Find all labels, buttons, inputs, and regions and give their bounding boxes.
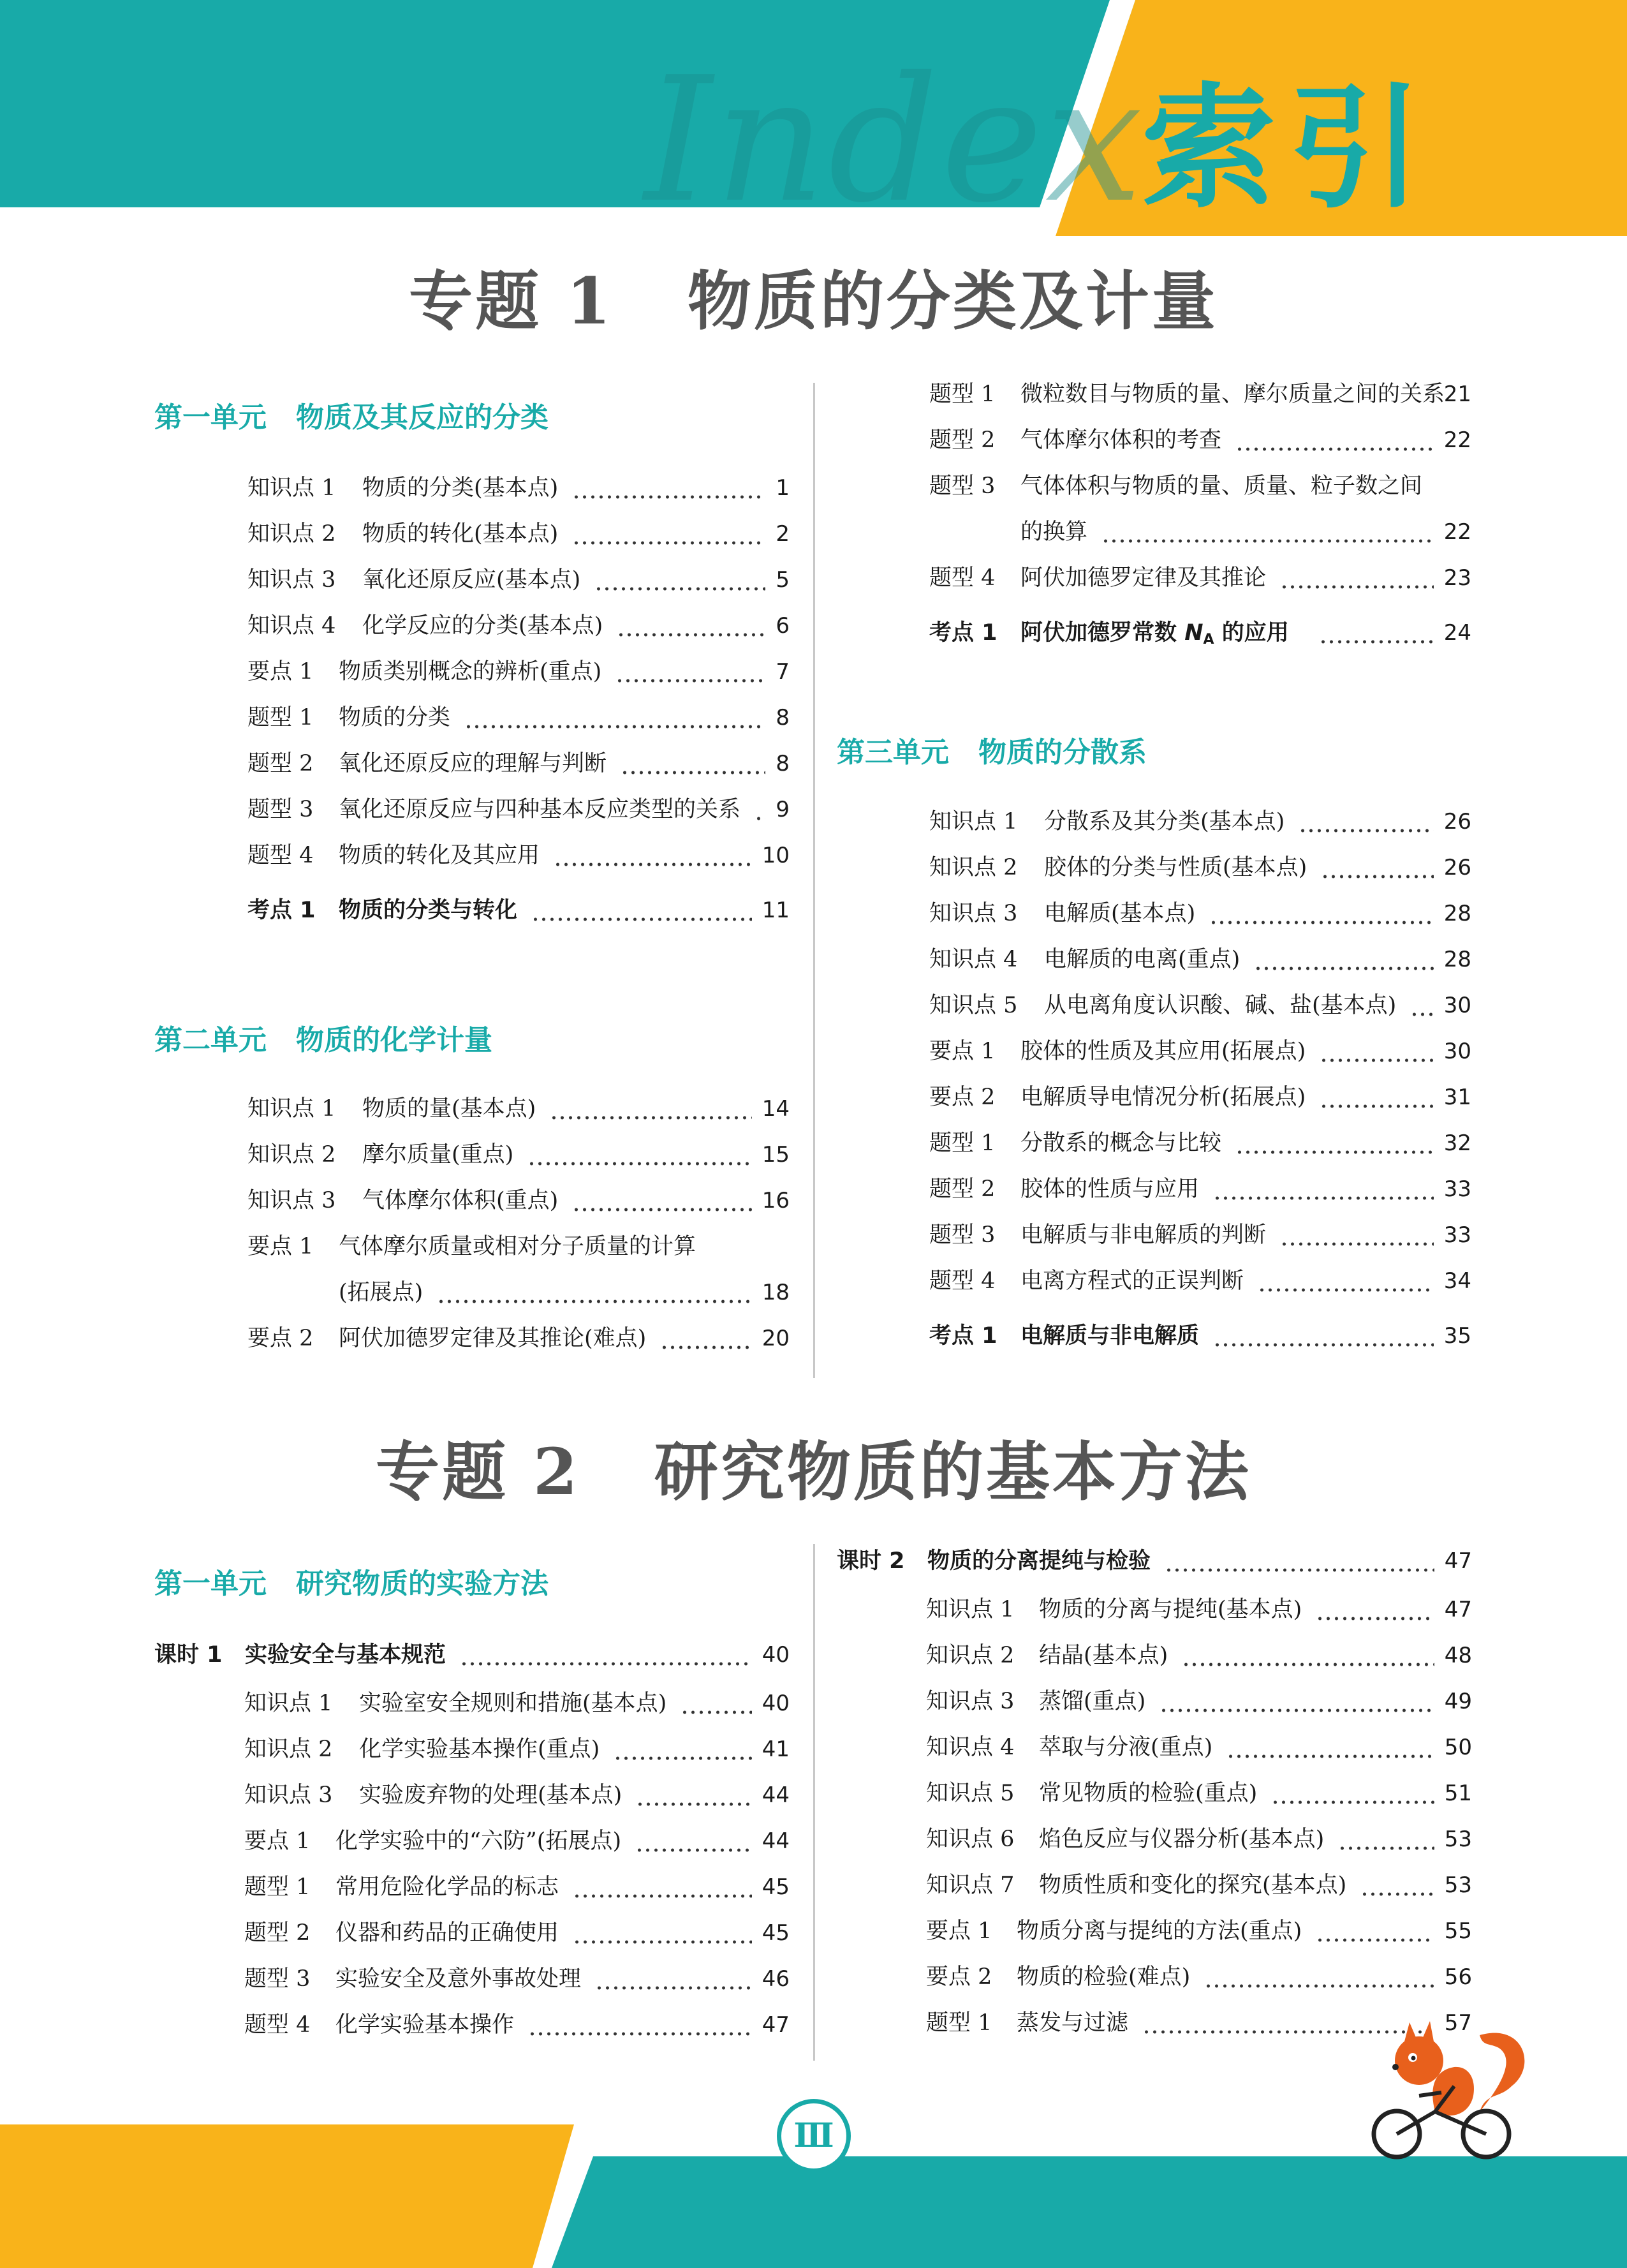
toc-leader-dots — [1410, 986, 1433, 1025]
toc-entry-label: 题型 4 — [929, 1268, 996, 1294]
toc-leader-dots — [1254, 940, 1433, 979]
toc-entry-label: 题型 4 — [929, 565, 996, 591]
toc-entry[interactable] — [926, 1958, 1472, 1996]
toc-entry-page: 14 — [762, 1096, 790, 1122]
toc-leader-dots — [1280, 1216, 1434, 1254]
toc-entry-title: 结晶(基本点) — [1039, 1643, 1168, 1668]
toc-entry-page: 57 — [1444, 2010, 1472, 2036]
toc-entry[interactable] — [247, 653, 790, 691]
toc-entry-page: 11 — [762, 898, 790, 923]
toc-entry-title: 化学反应的分类(基本点) — [362, 613, 603, 639]
topic2-unit1-title: 第一单元 研究物质的实验方法 — [154, 1568, 548, 1600]
toc-entry-title: 实验安全及意外事故处理 — [335, 1966, 582, 1992]
toc-entry-title: 分散系的概念与比较 — [1020, 1130, 1222, 1156]
toc-entry[interactable] — [926, 1774, 1472, 1812]
toc-entry-page: 47 — [1444, 1548, 1472, 1574]
toc-entry-title: 实验废弃物的处理(基本点) — [359, 1783, 622, 1808]
toc-entry-title: 气体摩尔体积的考查 — [1020, 427, 1222, 453]
toc-entry-title: 物质类别概念的辨析(重点) — [339, 659, 602, 685]
toc-entry-page: 46 — [762, 1966, 790, 1992]
toc-entry-title: 化学实验中的“六防”(拓展点) — [335, 1828, 622, 1854]
toc-entry-title: 电解质(基本点) — [1044, 901, 1196, 926]
toc-entry-page: 22 — [1443, 519, 1471, 545]
toc-leader-dots — [1299, 803, 1433, 841]
toc-entry-title: 仪器和药品的正确使用 — [335, 1920, 559, 1946]
toc-entry[interactable] — [929, 614, 1471, 652]
toc-entry[interactable] — [247, 469, 790, 507]
toc-entry-label: 课时 2 — [837, 1548, 905, 1574]
toc-entry-page: 22 — [1443, 427, 1471, 453]
toc-leader-dots — [527, 1136, 751, 1174]
toc-entry[interactable] — [247, 836, 790, 875]
toc-entry-page: 44 — [762, 1828, 790, 1854]
toc-entry[interactable] — [929, 1032, 1471, 1071]
toc-entry-page: 26 — [1443, 855, 1471, 880]
toc-entry-page: 55 — [1444, 1918, 1472, 1944]
toc-entry-label: 题型 1 — [247, 705, 314, 730]
toc-leader-dots — [1258, 1262, 1434, 1300]
toc-entry[interactable] — [929, 467, 1471, 505]
toc-entry-title: 焰色反应与仪器分析(基本点) — [1039, 1827, 1325, 1852]
toc-leader-dots — [554, 836, 752, 875]
avogadro-symbol: NA — [1184, 620, 1214, 648]
toc-entry-label: 知识点 3 — [929, 901, 1018, 926]
toc-entry[interactable] — [929, 1124, 1471, 1162]
toc-entry-page: 28 — [1443, 901, 1471, 926]
toc-entry-page: 51 — [1444, 1781, 1472, 1806]
toc-entry-title: 阿伏加德罗定律及其推论(难点) — [339, 1326, 647, 1351]
toc-entry-page: 53 — [1444, 1827, 1472, 1852]
toc-entry[interactable] — [247, 561, 790, 599]
toc-entry-label: 知识点 2 — [244, 1737, 333, 1762]
toc-entry-label: 知识点 5 — [929, 993, 1018, 1018]
toc-leader-dots — [437, 1273, 751, 1312]
toc-leader-dots — [572, 515, 765, 553]
toc-entry-title: 化学实验基本操作 — [335, 2012, 515, 2038]
toc-entry[interactable] — [929, 421, 1471, 459]
toc-entry[interactable] — [926, 1728, 1472, 1767]
toc-entry-page: 10 — [762, 843, 790, 868]
toc-entry[interactable] — [154, 1636, 790, 1674]
toc-entry[interactable] — [244, 1960, 790, 1998]
toc-entry-page: 41 — [762, 1737, 790, 1762]
toc-leader-dots — [615, 653, 765, 691]
toc-entry-title: 胶体的性质及其应用(拓展点) — [1020, 1039, 1306, 1064]
toc-leader-dots — [573, 1914, 752, 1952]
toc-entry-title: 物质的转化及其应用 — [339, 843, 540, 868]
toc-leader-dots — [636, 1776, 751, 1814]
toc-entry-page: 16 — [762, 1188, 790, 1213]
toc-entry-label: 题型 2 — [929, 427, 996, 453]
toc-entry[interactable] — [926, 1682, 1472, 1721]
toc-entry-title: 实验室安全规则和措施(基本点) — [359, 1691, 667, 1716]
toc-entry-label: 知识点 1 — [929, 809, 1018, 834]
toc-entry-label: 要点 1 — [247, 1234, 314, 1259]
toc-entry-title: 摩尔质量(重点) — [362, 1142, 514, 1167]
toc-entry-page: 8 — [776, 705, 790, 730]
toc-entry-continuation[interactable] — [247, 1273, 790, 1312]
toc-entry-title: 从电离角度认识酸、碱、盐(基本点) — [1044, 993, 1397, 1018]
toc-leader-dots — [1160, 1682, 1434, 1721]
toc-entry-label: 知识点 4 — [929, 947, 1018, 972]
toc-leader-dots — [1271, 1774, 1434, 1812]
toc-leader-dots — [1321, 849, 1433, 887]
toc-entry-title: 物质的分类与转化 — [339, 898, 518, 923]
toc-leader-dots — [460, 1636, 752, 1674]
toc-entry-label: 知识点 3 — [926, 1689, 1015, 1714]
toc-entry-page: 53 — [1444, 1872, 1472, 1898]
toc-entry-title: 物质的分离提纯与检验 — [927, 1548, 1151, 1574]
toc-entry-page: 8 — [776, 751, 790, 776]
topic1-unit1-title: 第一单元 物质及其反应的分类 — [154, 401, 548, 434]
toc-entry-page: 18 — [762, 1280, 790, 1305]
toc-entry-title: 物质的分类 — [339, 705, 451, 730]
toc-entry-page: 21 — [1443, 382, 1471, 407]
toc-entry-title: 物质性质和变化的探究(基本点) — [1039, 1872, 1347, 1898]
toc-entry-label: 知识点 6 — [926, 1827, 1015, 1852]
toc-entry-title: 实验安全与基本规范 — [245, 1642, 446, 1668]
toc-entry[interactable] — [244, 1868, 790, 1906]
toc-entry-page: 30 — [1443, 1039, 1471, 1064]
toc-entry-label: 知识点 2 — [929, 855, 1018, 880]
toc-entry-page: 40 — [762, 1642, 790, 1668]
toc-entry[interactable] — [244, 2006, 790, 2044]
toc-entry-title: 氧化还原反应(基本点) — [362, 567, 581, 593]
toc-entry-title: 蒸馏(重点) — [1039, 1689, 1146, 1714]
toc-entry-title: 蒸发与过滤 — [1017, 2010, 1129, 2036]
toc-entry-title: 物质的量(基本点) — [362, 1096, 536, 1122]
toc-leader-dots — [621, 745, 765, 783]
toc-entry-title: 化学实验基本操作(重点) — [359, 1737, 600, 1762]
toc-entry[interactable] — [247, 515, 790, 553]
toc-entry[interactable] — [247, 1227, 790, 1266]
toc-leader-dots — [1235, 1124, 1434, 1162]
topic1-unit2-title: 第二单元 物质的化学计量 — [154, 1024, 492, 1056]
toc-entry[interactable] — [247, 607, 790, 645]
toc-entry-label: 题型 3 — [929, 473, 996, 499]
toc-entry[interactable] — [929, 375, 1471, 413]
toc-entry-continuation[interactable] — [929, 513, 1471, 551]
toc-entry[interactable] — [244, 1822, 790, 1860]
toc-leader-dots — [1235, 421, 1434, 459]
toc-entry[interactable] — [929, 849, 1471, 887]
toc-entry-title: 微粒数目与物质的量、摩尔质量之间的关系 — [1020, 382, 1445, 407]
toc-leader-dots — [572, 469, 765, 507]
toc-entry-page: 15 — [762, 1142, 790, 1167]
toc-leader-dots — [573, 1868, 752, 1906]
toc-leader-dots — [531, 891, 752, 930]
toc-entry-label: 知识点 2 — [926, 1643, 1015, 1668]
toc-entry-page: 31 — [1443, 1085, 1471, 1110]
toc-entry-title-part: 的应用 — [1221, 620, 1289, 646]
toc-entry-page: 20 — [762, 1326, 790, 1351]
toc-leader-dots — [614, 1730, 751, 1768]
toc-entry[interactable] — [244, 1914, 790, 1952]
toc-entry[interactable] — [837, 1542, 1472, 1580]
column-divider — [813, 383, 815, 1378]
toc-entry-label: 知识点 4 — [247, 613, 336, 639]
toc-entry-label: 要点 1 — [244, 1828, 311, 1854]
toc-entry-page: 40 — [762, 1691, 790, 1716]
toc-entry[interactable] — [929, 1216, 1471, 1254]
toc-entry[interactable] — [926, 1820, 1472, 1858]
toc-leader-dots — [660, 1319, 751, 1358]
toc-entry-page: 56 — [1444, 1964, 1472, 1990]
toc-leader-dots — [1226, 1728, 1434, 1767]
toc-entry-label: 考点 1 — [247, 898, 316, 923]
toc-entry-label: 题型 1 — [244, 1874, 311, 1900]
toc-entry-page: 28 — [1443, 947, 1471, 972]
toc-entry-page: 33 — [1443, 1222, 1471, 1248]
toc-leader-dots — [1319, 614, 1434, 652]
toc-entry-label: 考点 1 — [929, 620, 998, 646]
toc-entry-page: 6 — [776, 613, 790, 639]
toc-entry-label: 知识点 5 — [926, 1781, 1015, 1806]
squirrel-bicycle-mascot-icon — [1358, 2016, 1537, 2163]
toc-entry-page: 47 — [762, 2012, 790, 2038]
toc-entry-page: 33 — [1443, 1176, 1471, 1202]
toc-entry[interactable] — [247, 1319, 790, 1358]
toc-entry-title: 氧化还原反应的理解与判断 — [339, 751, 607, 776]
toc-entry[interactable] — [247, 1136, 790, 1174]
toc-entry-label: 要点 2 — [926, 1964, 992, 1990]
toc-entry-label: 知识点 1 — [247, 475, 336, 501]
toc-entry-title: 物质的转化(基本点) — [362, 521, 559, 547]
toc-leader-dots — [550, 1090, 751, 1128]
toc-leader-dots — [1213, 1317, 1434, 1355]
toc-entry[interactable] — [247, 1090, 790, 1128]
toc-entry[interactable] — [929, 803, 1471, 841]
toc-entry[interactable] — [926, 1912, 1472, 1950]
topic2-title: 专题 2 研究物质的基本方法 — [376, 1434, 1251, 1509]
toc-entry-title: 分散系及其分类(基本点) — [1044, 809, 1285, 834]
toc-entry[interactable] — [929, 1170, 1471, 1208]
toc-leader-dots — [617, 607, 765, 645]
toc-entry-page: 34 — [1443, 1268, 1471, 1294]
toc-entry-label: 题型 3 — [244, 1966, 311, 1992]
toc-entry-page: 24 — [1443, 620, 1471, 646]
toc-entry[interactable] — [929, 894, 1471, 933]
toc-entry-label: 题型 2 — [244, 1920, 311, 1946]
toc-entry-title: 常见物质的检验(重点) — [1039, 1781, 1258, 1806]
toc-entry-title: 物质的检验(难点) — [1017, 1964, 1191, 1990]
toc-entry-page: 5 — [776, 567, 790, 593]
mascot-label: CRAZY — [1371, 2161, 1501, 2200]
toc-entry-page: 45 — [762, 1920, 790, 1946]
toc-entry[interactable] — [244, 1776, 790, 1814]
toc-entry-page: 30 — [1443, 993, 1471, 1018]
toc-entry[interactable] — [929, 1078, 1471, 1116]
toc-entry-page: 50 — [1444, 1735, 1472, 1760]
toc-entry-label: 题型 1 — [929, 1130, 996, 1156]
toc-leader-dots — [1182, 1636, 1434, 1675]
toc-entry[interactable] — [926, 1866, 1472, 1904]
toc-entry-title-part: 阿伏加德罗常数 — [1020, 620, 1177, 646]
toc-entry-label: 考点 1 — [929, 1323, 998, 1349]
toc-entry-label: 知识点 2 — [247, 1142, 336, 1167]
toc-leader-dots — [572, 1182, 751, 1220]
toc-entry[interactable] — [247, 790, 790, 829]
toc-entry-title: 物质的分类(基本点) — [362, 475, 559, 501]
toc-entry-title: 氧化还原反应与四种基本反应类型的关系 — [339, 797, 741, 822]
toc-entry-label: 题型 3 — [247, 797, 314, 822]
page-title: 索引 — [1142, 70, 1436, 226]
toc-entry[interactable] — [247, 699, 790, 737]
avogadro-subscript: A — [1203, 632, 1214, 648]
toc-leader-dots — [1165, 1542, 1434, 1580]
toc-entry-label: 要点 1 — [926, 1918, 992, 1944]
topic1-unit3-title: 第三单元 物质的分散系 — [837, 736, 1147, 769]
toc-entry-title: 电解质导电情况分析(拓展点) — [1020, 1085, 1306, 1110]
column-divider-2 — [813, 1544, 815, 2061]
toc-entry-label: 知识点 7 — [926, 1872, 1015, 1898]
toc-leader-dots — [635, 1822, 752, 1860]
toc-entry-title: 物质分离与提纯的方法(重点) — [1017, 1918, 1302, 1944]
toc-leader-dots — [1316, 1912, 1434, 1950]
toc-leader-dots — [755, 790, 765, 829]
toc-entry-label: 要点 2 — [929, 1085, 996, 1110]
toc-entry-label: 题型 3 — [929, 1222, 996, 1248]
toc-entry-label: 知识点 3 — [244, 1783, 333, 1808]
toc-entry-title-cont: 的换算 — [1020, 519, 1088, 545]
toc-entry-page: 32 — [1443, 1130, 1471, 1156]
toc-leader-dots — [464, 699, 765, 737]
toc-entry[interactable] — [247, 891, 790, 930]
toc-leader-dots — [594, 561, 765, 599]
toc-leader-dots — [1320, 1032, 1433, 1071]
toc-entry-title: 电离方程式的正误判断 — [1020, 1268, 1244, 1294]
toc-entry-label: 知识点 4 — [926, 1735, 1015, 1760]
toc-entry-label: 课时 1 — [154, 1642, 223, 1668]
toc-leader-dots — [1360, 1866, 1434, 1904]
toc-entry-label: 题型 2 — [247, 751, 314, 776]
toc-entry-label: 题型 2 — [929, 1176, 996, 1202]
toc-entry-label: 知识点 3 — [247, 567, 336, 593]
toc-entry-label: 知识点 1 — [926, 1597, 1015, 1622]
toc-leader-dots — [681, 1684, 751, 1723]
toc-entry-page: 49 — [1444, 1689, 1472, 1714]
toc-entry[interactable] — [247, 1182, 790, 1220]
toc-entry-label: 题型 1 — [929, 382, 996, 407]
toc-entry[interactable] — [247, 745, 790, 783]
toc-entry[interactable] — [244, 1684, 790, 1723]
toc-leader-dots — [528, 2006, 752, 2044]
toc-entry[interactable] — [929, 986, 1471, 1025]
toc-entry-page: 44 — [762, 1783, 790, 1808]
toc-leader-dots — [595, 1960, 752, 1998]
toc-entry-label: 知识点 2 — [247, 521, 336, 547]
toc-entry-title: 常用危险化学品的标志 — [335, 1874, 559, 1900]
toc-entry-page: 26 — [1443, 809, 1471, 834]
toc-entry-title: 气体体积与物质的量、质量、粒子数之间 — [1020, 473, 1423, 499]
toc-entry-title: 物质的分离与提纯(基本点) — [1039, 1597, 1302, 1622]
toc-leader-dots — [1101, 513, 1434, 551]
topic1-title: 专题 1 物质的分类及计量 — [409, 263, 1218, 339]
toc-entry-label: 题型 1 — [926, 2010, 992, 2036]
toc-entry-page: 48 — [1444, 1643, 1472, 1668]
toc-entry-title: 萃取与分液(重点) — [1039, 1735, 1213, 1760]
toc-entry-label: 题型 4 — [247, 843, 314, 868]
toc-leader-dots — [1316, 1590, 1434, 1629]
toc-entry-title: 电解质的电离(重点) — [1044, 947, 1240, 972]
toc-entry[interactable] — [926, 1590, 1472, 1629]
toc-entry-title: 电解质与非电解质的判断 — [1020, 1222, 1267, 1248]
toc-entry-title: 气体摩尔体积(重点) — [362, 1188, 559, 1213]
page-number-badge: Ⅲ — [777, 2099, 851, 2173]
toc-entry-label: 知识点 1 — [244, 1691, 333, 1716]
toc-entry[interactable] — [244, 1730, 790, 1768]
toc-leader-dots — [1320, 1078, 1433, 1116]
toc-entry[interactable] — [929, 559, 1471, 597]
toc-leader-dots — [1213, 1170, 1434, 1208]
toc-entry-title — [1020, 614, 1289, 659]
toc-entry-page: 45 — [762, 1874, 790, 1900]
toc-entry-page: 2 — [776, 521, 790, 547]
index-watermark: Index — [644, 40, 1145, 241]
toc-entry-page: 9 — [776, 797, 790, 822]
toc-entry-label: 知识点 3 — [247, 1188, 336, 1213]
toc-entry-page: 23 — [1443, 565, 1471, 591]
toc-entry[interactable] — [929, 1317, 1471, 1355]
toc-entry-label: 要点 2 — [247, 1326, 314, 1351]
toc-entry-title: 胶体的性质与应用 — [1020, 1176, 1200, 1202]
toc-leader-dots — [1280, 559, 1434, 597]
toc-entry-label: 要点 1 — [247, 659, 314, 685]
toc-entry-label: 题型 4 — [244, 2012, 311, 2038]
toc-entry-page: 35 — [1443, 1323, 1471, 1349]
toc-entry-title-cont: (拓展点) — [339, 1280, 423, 1305]
toc-entry-title: 气体摩尔质量或相对分子质量的计算 — [339, 1234, 696, 1259]
toc-leader-dots — [1338, 1820, 1434, 1858]
toc-entry-label: 知识点 1 — [247, 1096, 336, 1122]
toc-entry-title: 电解质与非电解质 — [1020, 1323, 1200, 1349]
toc-entry-label: 要点 1 — [929, 1039, 996, 1064]
toc-entry[interactable] — [929, 1262, 1471, 1300]
toc-entry-page: 7 — [776, 659, 790, 685]
toc-leader-dots — [1209, 894, 1433, 933]
toc-entry-title: 阿伏加德罗定律及其推论 — [1020, 565, 1267, 591]
toc-entry[interactable] — [926, 1636, 1472, 1675]
toc-entry[interactable] — [929, 940, 1471, 979]
toc-entry-page: 1 — [776, 475, 790, 501]
toc-leader-dots — [1204, 1958, 1434, 1996]
toc-entry-title: 胶体的分类与性质(基本点) — [1044, 855, 1307, 880]
toc-entry-page: 47 — [1444, 1597, 1472, 1622]
